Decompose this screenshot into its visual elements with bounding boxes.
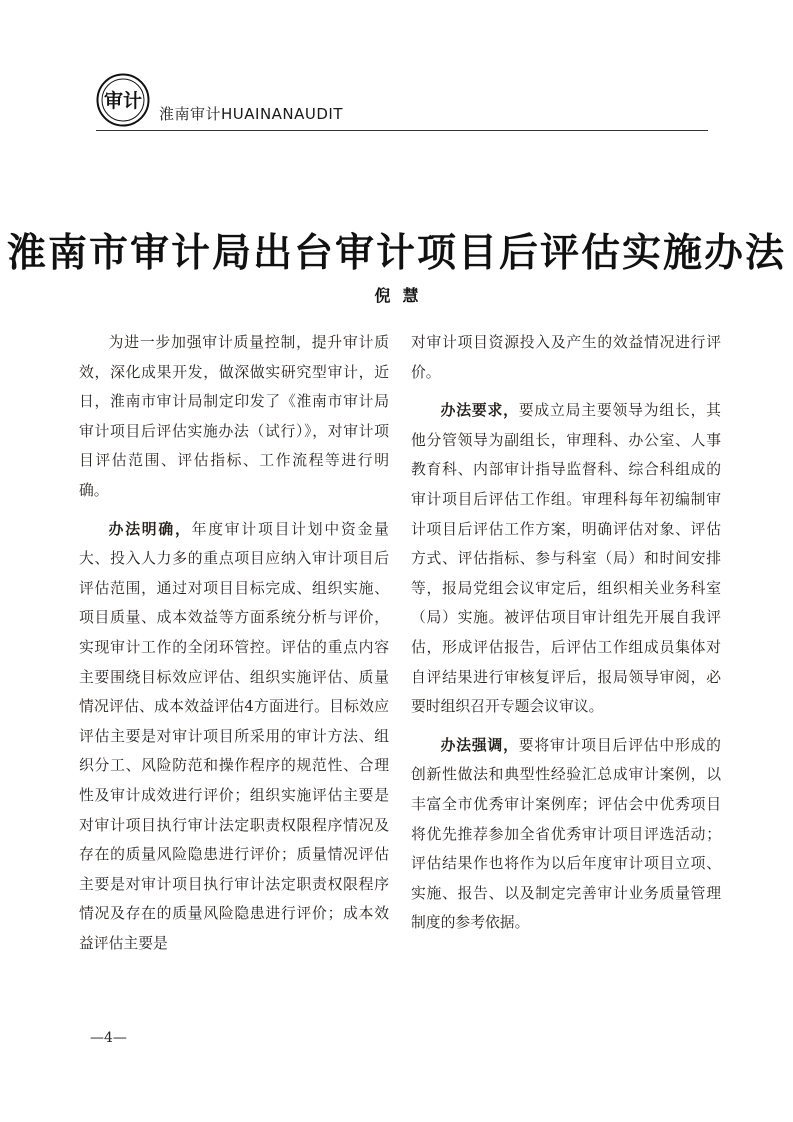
article-title: 淮南市审计局出台审计项目后评估实施办法 bbox=[6, 231, 786, 277]
publication-name: 淮南审计HUAINANAUDIT bbox=[159, 105, 344, 123]
article-author: 倪慧 bbox=[374, 286, 431, 305]
paragraph-continued: 对审计项目资源投入及产生的效益情况进行评价。 bbox=[411, 334, 721, 381]
header-divider bbox=[96, 130, 708, 131]
left-column bbox=[79, 328, 389, 967]
paragraph-require bbox=[411, 396, 721, 722]
paragraph-body: 年度审计项目计划中资金量大、投入人力多的重点项目应纳入审计项目后评估范围，通过对项目目标完成、组织实施、项目质量、成本效益等方面系统分析与评价，实现审计工作的全闭环管控。评估的重点内容主要围绕目标效应评估、组织实施评估、质量情况评估、成本效益评估4方面进行。目标效应评估主要是对审计项目所采用的审计方法、组织分工、风险防范和操作程序的规范性、合理性及审计成效进行评价；组织实施评估主要是对审计项目执行审计法定职责权限程序情况及存在的质量风险隐患进行评价；质量情况评估主要是对审计项目执行审计法定职责权限程序情况及存在的质量风险隐患进行评价；成本效益评估主要是 bbox=[79, 520, 389, 952]
paragraph-lead: 办法强调， bbox=[440, 736, 519, 754]
audit-logo bbox=[96, 73, 150, 127]
paragraph-body: 要成立局主要领导为组长，其他分管领导为副组长，审理科、办公室、人事教育科、内部审计指导监督科、综合科组成的审计项目后评估工作组。审理科每年初编制审计项目后评估工作方案，明确评估对象、评估方式、评估指标、参与科室（局）和时间安排等，报局党组会议审定后，组织相关业务科室（局）实施。被评估项目审计组先开展自我评估，形成评估报告，后评估工作组成员集体对自评结果进行审核复评后，报局领导审阅，必要时组织召开专题会议审议。 bbox=[411, 402, 721, 716]
paragraph-intro: 为进一步加强审计质量控制，提升审计质效，深化成果开发，做深做实研究型审计，近日，淮南市审计局制定印发了《淮南市审计局审计项目后评估实施办法（试行）》，对审计项目评估范围、评估指标、工作流程等进行明确。 bbox=[79, 334, 389, 499]
logo-text: 审计 bbox=[103, 90, 143, 112]
paragraph-clarify bbox=[79, 515, 389, 959]
paragraph-lead: 办法明确， bbox=[108, 520, 192, 538]
paragraph-emphasize bbox=[411, 731, 721, 938]
paragraph-body: 要将审计项目后评估中形成的创新性做法和典型性经验汇总成审计案例，以丰富全市优秀审计案例库；评估会中优秀项目将优先推荐参加全省优秀审计项目评选活动；评估结果作也将作为以后年度审计项目立项、实施、报告、以及制定完善审计业务质量管理制度的参考依据。 bbox=[411, 736, 721, 932]
right-column bbox=[411, 328, 721, 947]
paragraph-lead: 办法要求， bbox=[440, 402, 519, 420]
page-number: —4— bbox=[90, 1030, 127, 1046]
